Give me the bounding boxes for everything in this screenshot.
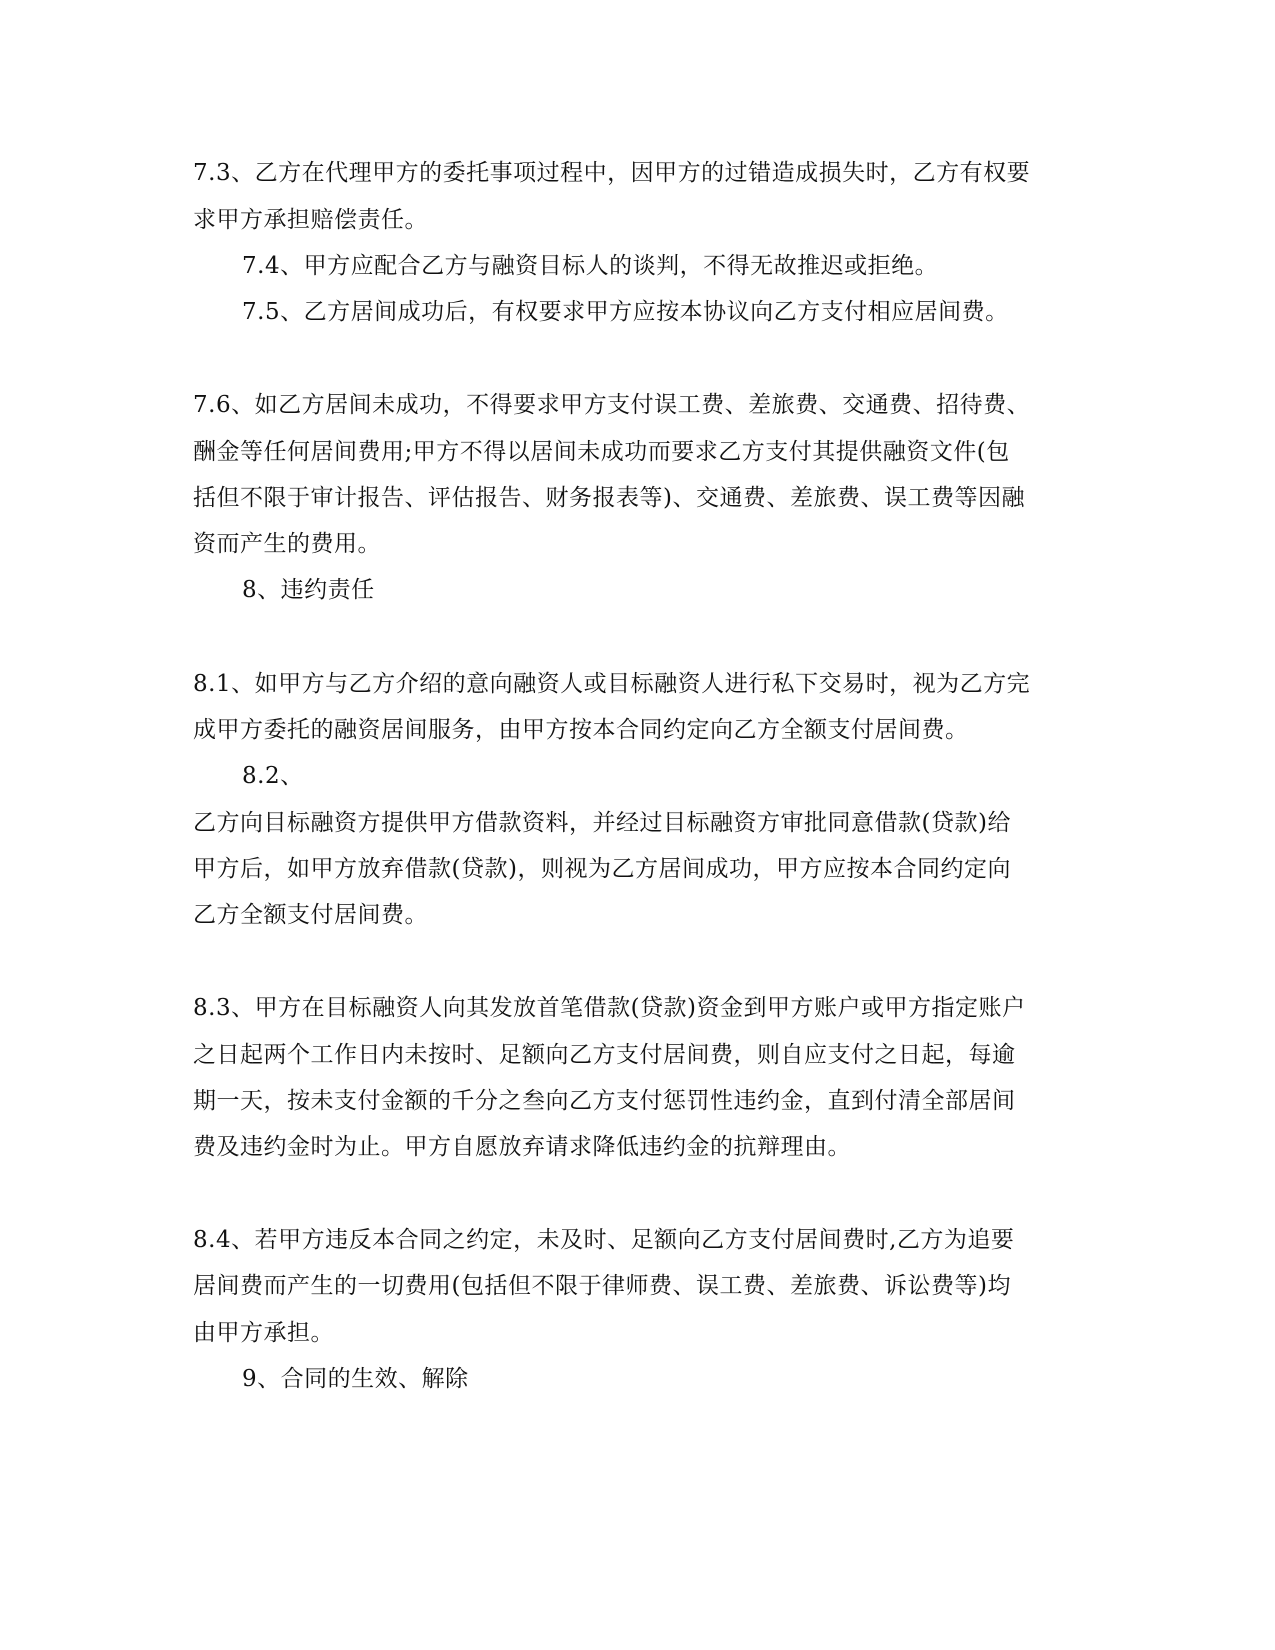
clause-8-4-line-1: 8.4、若甲方违反本合同之约定，未及时、足额向乙方支付居间费时,乙方为追要 bbox=[193, 1227, 1015, 1253]
clause-7-6-line-1: 7.6、如乙方居间未成功，不得要求甲方支付误工费、差旅费、交通费、招待费、 bbox=[193, 392, 1031, 418]
clause-7-5: 7.5、乙方居间成功后，有权要求甲方应按本协议向乙方支付相应居间费。 bbox=[242, 299, 1009, 325]
section-8-heading: 8、违约责任 bbox=[242, 577, 375, 603]
clause-8-2-line-3: 乙方全额支付居间费。 bbox=[193, 902, 428, 928]
clause-8-3-line-1: 8.3、甲方在目标融资人向其发放首笔借款(贷款)资金到甲方账户或甲方指定账户 bbox=[193, 995, 1026, 1021]
clause-8-2-line-1: 乙方向目标融资方提供甲方借款资料，并经过目标融资方审批同意借款(贷款)给 bbox=[193, 810, 1011, 836]
clause-8-1-line-1: 8.1、如甲方与乙方介绍的意向融资人或目标融资人进行私下交易时，视为乙方完 bbox=[193, 671, 1031, 697]
clause-7-6-line-4: 资而产生的费用。 bbox=[193, 531, 381, 557]
clause-7-3-line-1: 7.3、乙方在代理甲方的委托事项过程中，因甲方的过错造成损失时，乙方有权要 bbox=[193, 160, 1031, 186]
section-9-heading: 9、合同的生效、解除 bbox=[242, 1366, 469, 1392]
clause-8-3-line-4: 费及违约金时为止。甲方自愿放弃请求降低违约金的抗辩理由。 bbox=[193, 1134, 851, 1160]
clause-8-1-line-2: 成甲方委托的融资居间服务，由甲方按本合同约定向乙方全额支付居间费。 bbox=[193, 717, 969, 743]
clause-8-3-line-2: 之日起两个工作日内未按时、足额向乙方支付居间费，则自应支付之日起，每逾 bbox=[193, 1042, 1016, 1068]
clause-8-2-number: 8.2、 bbox=[242, 763, 304, 789]
clause-8-3-line-3: 期一天，按未支付金额的千分之叁向乙方支付惩罚性违约金，直到付清全部居间 bbox=[193, 1088, 1016, 1114]
clause-8-4-line-2: 居间费而产生的一切费用(包括但不限于律师费、误工费、差旅费、诉讼费等)均 bbox=[193, 1273, 1011, 1299]
clause-8-2-line-2: 甲方后，如甲方放弃借款(贷款)，则视为乙方居间成功，甲方应按本合同约定向 bbox=[193, 856, 1011, 882]
clause-7-4: 7.4、甲方应配合乙方与融资目标人的谈判，不得无故推迟或拒绝。 bbox=[242, 253, 939, 279]
clause-8-4-line-3: 由甲方承担。 bbox=[193, 1320, 334, 1346]
clause-7-3-line-2: 求甲方承担赔偿责任。 bbox=[193, 207, 428, 233]
clause-7-6-line-3: 括但不限于审计报告、评估报告、财务报表等)、交通费、差旅费、误工费等因融 bbox=[193, 485, 1025, 511]
clause-7-6-line-2: 酬金等任何居间费用;甲方不得以居间未成功而要求乙方支付其提供融资文件(包 bbox=[193, 439, 1010, 465]
